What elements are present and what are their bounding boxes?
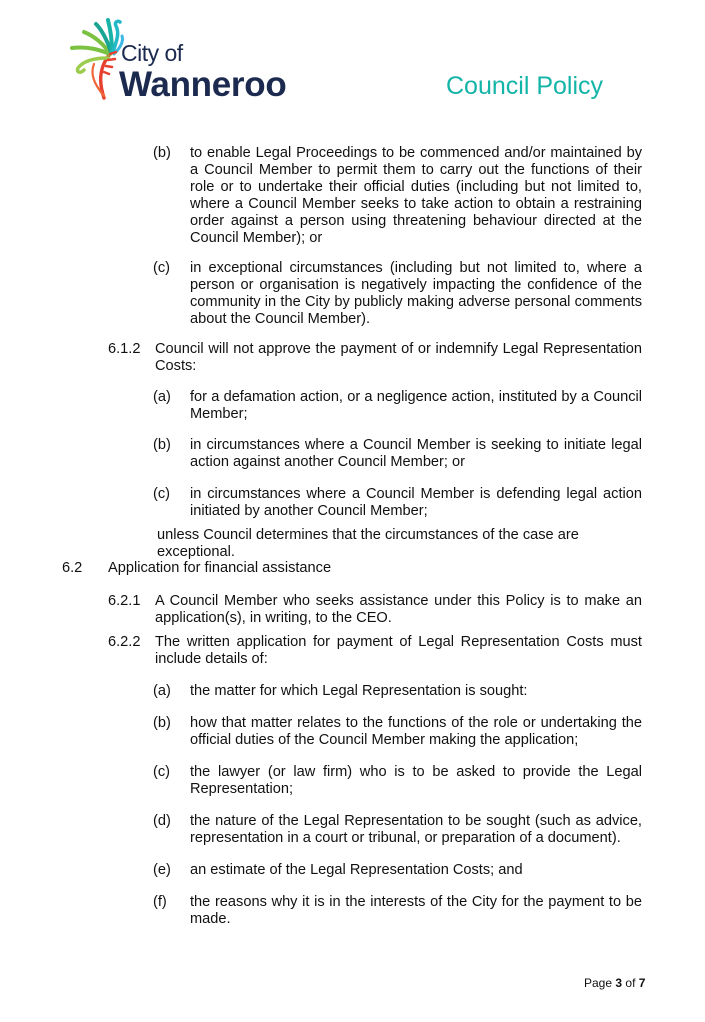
clause-label: (c) (153, 486, 171, 502)
clause-label: (b) (153, 145, 171, 161)
clause-text: Council will not approve the payment of or indemnify Legal Representation Costs: (155, 341, 642, 374)
clause-label: (d) (153, 813, 171, 829)
clause-text: an estimate of the Legal Representation Costs; and (190, 862, 523, 878)
clause-label: (a) (153, 683, 171, 699)
clause-text: the matter for which Legal Representation is sought: (190, 683, 528, 699)
clause-label: (e) (153, 862, 171, 878)
page-word: Page (584, 976, 613, 990)
clause-text: in exceptional circumstances (including but not limited to, where a person or organisation is negatively impacting the confidence of the community in the City by publicly making adverse personal comments about the Council Member). (190, 260, 642, 327)
section-title: Application for financial assistance (108, 560, 332, 576)
clause-text: the nature of the Legal Representation to be sought (such as advice, representation in a court or tribunal, or preparation of a document). (190, 813, 642, 846)
clause-6-1-2-exception: unless Council determines that the circumstances of the case are exceptional. (157, 527, 579, 560)
clause-text: to enable Legal Proceedings to be commenced and/or maintained by a Council Member to permit them to carry out the functions of their role or to undertake their official duties (including but not limited to, where a Council Member seeks to take action to obtain a restraining order against a person using threatening behaviour directed at the Council Member); or (190, 145, 642, 246)
logo-text-city-of: City of (121, 40, 183, 66)
clause-label: (f) (153, 894, 167, 910)
clause-label: (c) (153, 260, 171, 276)
clause-label: (b) (153, 437, 171, 453)
clause-number: 6.2.2 (108, 634, 141, 650)
city-of-wanneroo-logo (64, 18, 294, 104)
current-page: 3 (615, 976, 623, 990)
page-number (584, 976, 645, 990)
clause-text: for a defamation action, or a negligence action, instituted by a Council Member; (190, 389, 642, 422)
clause-text: the lawyer (or law firm) who is to be asked to provide the Legal Representation; (190, 764, 642, 797)
clause-text: A Council Member who seeks assistance under this Policy is to make an application(s), in writing, to the CEO. (155, 593, 642, 626)
clause-text: the reasons why it is in the interests of the City for the payment to be made. (190, 894, 642, 927)
clause-text: in circumstances where a Council Member is defending legal action initiated by another Council Member; (190, 486, 642, 519)
clause-number: 6.1.2 (108, 341, 141, 357)
clause-text: in circumstances where a Council Member is seeking to initiate legal action against another Council Member; or (190, 437, 642, 470)
section-number: 6.2 (62, 560, 83, 576)
clause-text: how that matter relates to the functions of the role or undertaking the official duties of the Council Member making the application; (190, 715, 642, 748)
clause-label: (a) (153, 389, 171, 405)
total-pages: 7 (638, 976, 646, 990)
logo-text-wanneroo: Wanneroo (119, 65, 287, 104)
clause-text: The written application for payment of Legal Representation Costs must include details of: (155, 634, 642, 667)
clause-number: 6.2.1 (108, 593, 141, 609)
kangaroo-paw-icon (64, 18, 126, 100)
of-word: of (625, 976, 636, 990)
clause-label: (c) (153, 764, 171, 780)
clause-label: (b) (153, 715, 171, 731)
document-type-title: Council Policy (446, 72, 604, 100)
